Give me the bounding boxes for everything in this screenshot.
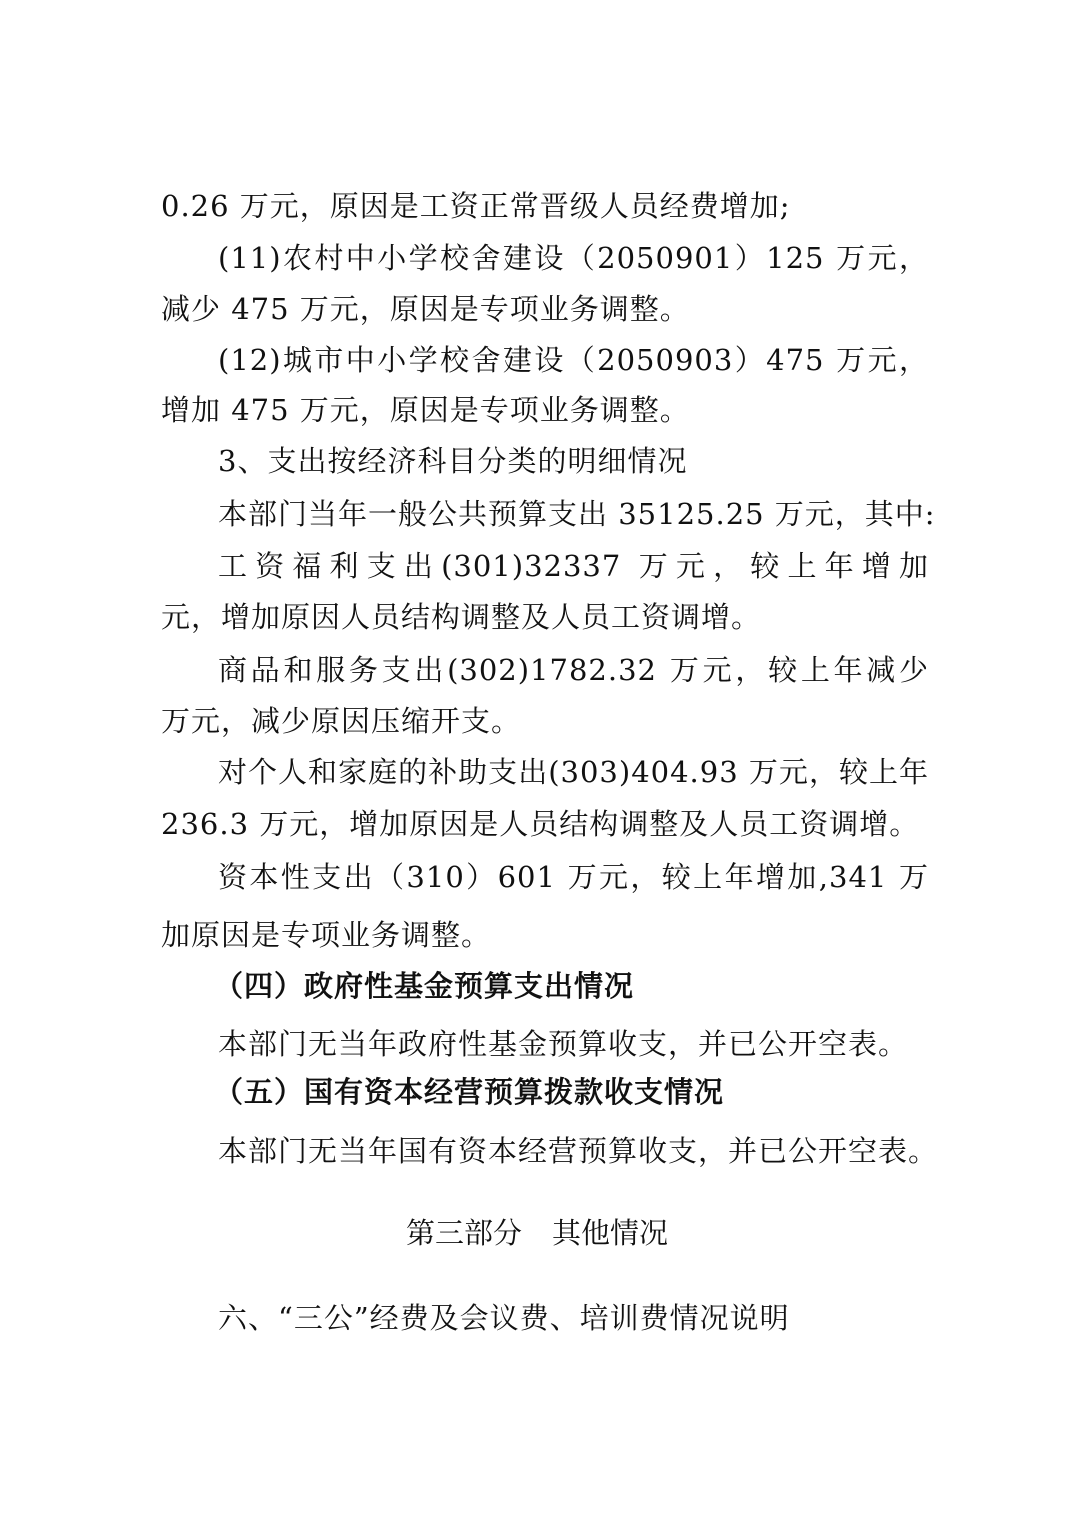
section-heading: （四）政府性基金预算支出情况 bbox=[214, 969, 635, 1003]
part-title bbox=[0, 1215, 1074, 1251]
paragraph-line: 资本性支出（310）601 万元，较上年增加,341 万 bbox=[218, 860, 929, 894]
paragraph-line: 元，增加原因人员结构调整及人员工资调增。 bbox=[161, 600, 762, 634]
paragraph-line: 万元，减少原因压缩开支。 bbox=[161, 704, 522, 738]
paragraph-line: 本部门无当年国有资本经营预算收支，并已公开空表。 bbox=[218, 1134, 939, 1168]
paragraph-line: 0.26 万元，原因是工资正常晋级人员经费增加; bbox=[161, 189, 791, 223]
part-title-number: 第三部分 bbox=[405, 1216, 522, 1250]
paragraph-line: 工资福利支出(301)32337 万元，较上年增加 bbox=[218, 549, 929, 583]
paragraph-line: 加原因是专项业务调整。 bbox=[161, 918, 492, 952]
paragraph-line: 本部门当年一般公共预算支出 35125.25 万元，其中: bbox=[218, 497, 936, 531]
paragraph-line: 本部门无当年政府性基金预算收支，并已公开空表。 bbox=[218, 1027, 909, 1061]
paragraph-line: 236.3 万元，增加原因是人员结构调整及人员工资调增。 bbox=[161, 807, 920, 841]
paragraph-line: (12)城市中小学校舍建设（2050903）475 万元， bbox=[218, 343, 929, 377]
paragraph-line: 商品和服务支出(302)1782.32 万元，较上年减少 bbox=[218, 653, 929, 687]
paragraph-line: 增加 475 万元，原因是专项业务调整。 bbox=[161, 393, 690, 427]
part-title-name: 其他情况 bbox=[552, 1216, 669, 1250]
paragraph-line: 减少 475 万元，原因是专项业务调整。 bbox=[161, 292, 690, 326]
section-heading: 六、“三公”经费及会议费、培训费情况说明 bbox=[218, 1301, 790, 1335]
paragraph-line: (11)农村中小学校舍建设（2050901）125 万元， bbox=[218, 241, 929, 275]
paragraph-line: 对个人和家庭的补助支出(303)404.93 万元，较上年 bbox=[218, 755, 929, 789]
section-heading: （五）国有资本经营预算拨款收支情况 bbox=[214, 1075, 725, 1109]
subsection-title: 3、支出按经济科目分类的明细情况 bbox=[218, 444, 688, 478]
